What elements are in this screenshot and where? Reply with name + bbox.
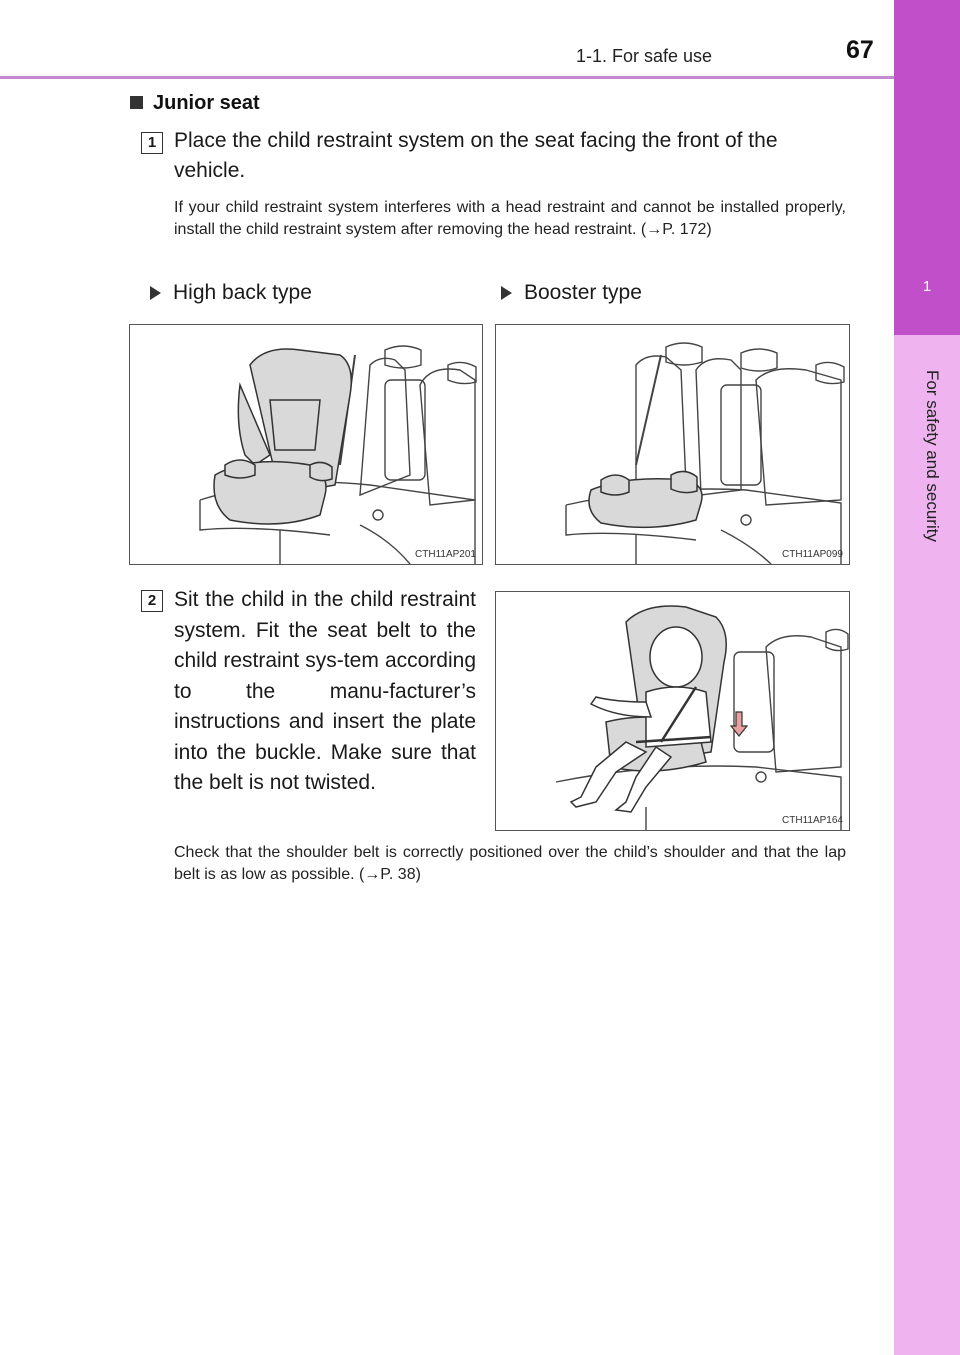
triangle-bullet-icon xyxy=(501,286,512,300)
chapter-side-tab xyxy=(894,0,960,1355)
child-seated-illustration xyxy=(496,592,849,830)
type-label-booster: Booster type xyxy=(501,281,642,305)
page-number: 67 xyxy=(846,36,874,64)
step-1-note: If your child restraint system interferes with a head restraint and cannot be installed properly, install the child restraint system after removing the head restraint. (→P. 172) xyxy=(174,199,846,238)
step-2-note: Check that the shoulder belt is correctly positioned over the child’s shoulder and that the lap belt is as low as possible. (→P. 38) xyxy=(174,844,846,883)
header-rule xyxy=(0,76,894,79)
chapter-number: 1 xyxy=(922,278,932,295)
figure-booster-seat xyxy=(495,324,850,565)
figure-code: CTH11AP201 xyxy=(415,549,476,560)
figure-high-back-seat xyxy=(129,324,483,565)
type-label-high-back: High back type xyxy=(150,281,312,305)
figure-code: CTH11AP164 xyxy=(782,815,843,826)
header-section-title: 1-1. For safe use xyxy=(576,46,713,66)
step-2-badge: 2 xyxy=(141,590,163,612)
high-back-seat-illustration xyxy=(130,325,482,564)
triangle-bullet-icon xyxy=(150,286,161,300)
chapter-title: For safety and security xyxy=(923,370,942,542)
figure-child-seated xyxy=(495,591,850,831)
square-bullet-icon xyxy=(130,96,143,109)
figure-code: CTH11AP099 xyxy=(782,549,843,560)
section-heading xyxy=(130,92,260,115)
booster-seat-illustration xyxy=(496,325,849,564)
chapter-number-block xyxy=(894,0,960,335)
step-1-text: Place the child restraint system on the seat facing the front of the vehicle. xyxy=(174,129,778,182)
step-1-badge: 1 xyxy=(141,132,163,154)
step-2-text: Sit the child in the child restraint system. Fit the seat belt to the child restraint sys-tem according to the manu-facturer’s instructions and insert the plate into the buckle. Make sure that the belt is not twisted. xyxy=(174,588,476,794)
section-heading-text: Junior seat xyxy=(153,92,260,114)
